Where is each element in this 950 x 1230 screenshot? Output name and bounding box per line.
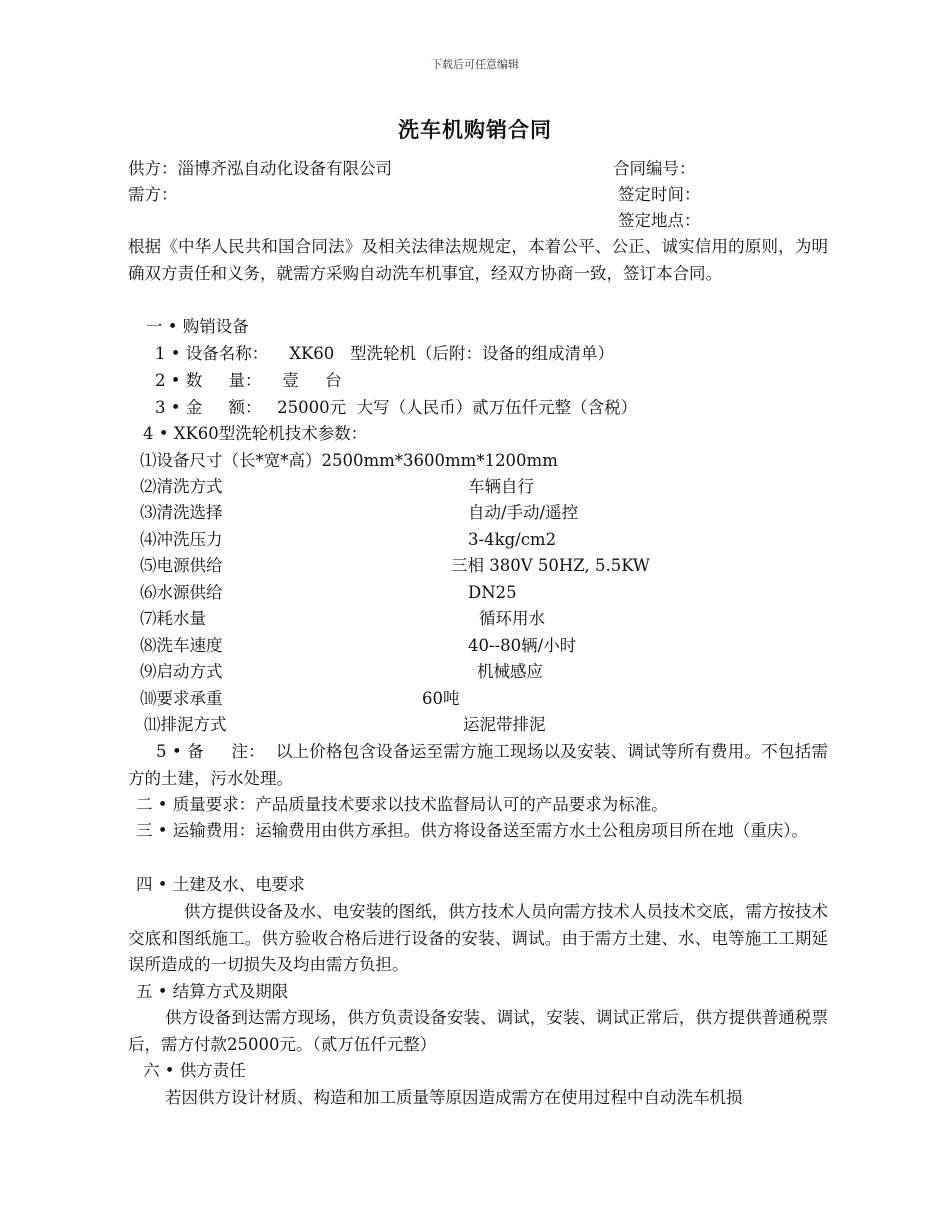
param-label: ⑶清洗选择 xyxy=(140,503,223,522)
section4-heading: 四 • 土建及水、电要求 xyxy=(136,875,305,894)
buyer-line: 需方： xyxy=(128,185,178,204)
param-label: ⑹水源供给 xyxy=(140,583,223,602)
sign-time-label: 签定时间： xyxy=(618,185,701,204)
contract-title: 洗车机购销合同 xyxy=(398,118,552,142)
param-value: 循环用水 xyxy=(479,609,545,628)
intro-paragraph: 根据《中华人民共和国合同法》及相关法律法规规定，本着公平、公正、诚实信用的原则，为明确双方责任和义务，就需方采购自动洗车机事宜，经双方协商一致，签订本合同。 xyxy=(128,237,828,283)
equipment-quantity: 2 • 数 量： 壹 台 xyxy=(155,371,342,390)
price-note-text: 5 • 备 注： 以上价格包含设备运至需方施工现场以及安装、调试等所有费用。不包括需方的土建，污水处理。 xyxy=(128,742,828,788)
param-value: 60吨 xyxy=(422,689,460,708)
param-label: ⑽要求承重 xyxy=(140,689,223,708)
param-label: ⑼启动方式 xyxy=(140,662,223,681)
param-label: ⑻洗车速度 xyxy=(140,636,223,655)
equipment-name: 1 • 设备名称： XK60 型洗轮机（后附：设备的组成清单） xyxy=(155,344,615,363)
tech-params-heading: 4 • XK60型洗轮机技术参数： xyxy=(143,424,368,443)
param-value: 40--80辆/小时 xyxy=(468,636,577,655)
civil-works-paragraph xyxy=(128,899,828,979)
param-label: ⑾排泥方式 xyxy=(144,715,227,734)
price-note-paragraph xyxy=(128,739,828,792)
sign-place-label: 签定地点： xyxy=(618,211,701,230)
transport-cost-paragraph xyxy=(128,818,828,845)
equipment-amount: 3 • 金 额： 25000元 大写（人民币）贰万伍仟元整（含税） xyxy=(155,398,638,417)
contract-number-label: 合同编号： xyxy=(613,159,696,178)
param-value: 机械感应 xyxy=(477,662,543,681)
param-value: 三相 380V 50HZ, 5.5KW xyxy=(451,556,650,575)
supplier-liability-text: 若因供方设计材质、构造和加工质量等原因造成需方在使用过程中自动洗车机损 xyxy=(165,1088,743,1107)
param-label: ⑸电源供给 xyxy=(140,556,223,575)
param-label: ⑺耗水量 xyxy=(140,609,206,628)
header-note: 下载后可任意编辑 xyxy=(431,58,519,71)
param-value: 车辆自行 xyxy=(468,477,534,496)
civil-works-text: 供方提供设备及水、电安装的图纸，供方技术人员向需方技术人员技术交底，需方按技术交底和图纸施工。供方验收合格后进行设备的安装、调试。由于需方土建、水、电等施工工期延误所造成的一切损失及均由需方负担。 xyxy=(128,902,828,974)
param-label: ⑵清洗方式 xyxy=(140,477,223,496)
param-value: 自动/手动/遥控 xyxy=(468,503,579,522)
param-value: 3-4kg/cm2 xyxy=(468,530,557,549)
param-value: DN25 xyxy=(468,583,517,602)
param-value: 运泥带排泥 xyxy=(463,715,546,734)
section5-heading: 五 • 结算方式及期限 xyxy=(136,982,289,1001)
supplier-line: 供方：淄博齐泓自动化设备有限公司 xyxy=(128,159,392,178)
transport-cost-text: 三 • 运输费用：运输费用由供方承担。供方将设备送至需方水土公租房项目所在地（重庆）。 xyxy=(136,821,808,840)
settlement-text: 供方设备到达需方现场，供方负责设备安装、调试，安装、调试正常后，供方提供普通税票后，需方付款25000元。（贰万伍仟元整） xyxy=(128,1008,828,1054)
settlement-paragraph xyxy=(128,1005,828,1058)
param-label: ⑷冲洗压力 xyxy=(140,530,223,549)
section6-heading: 六 • 供方责任 xyxy=(143,1061,246,1080)
section1-heading: 一 • 购销设备 xyxy=(146,317,249,336)
param-label: ⑴设备尺寸（长*宽*高）2500mm*3600mm*1200mm xyxy=(140,451,558,470)
quality-requirements: 二 • 质量要求：产品质量技术要求以技术监督局认可的产品要求为标准。 xyxy=(136,795,668,814)
